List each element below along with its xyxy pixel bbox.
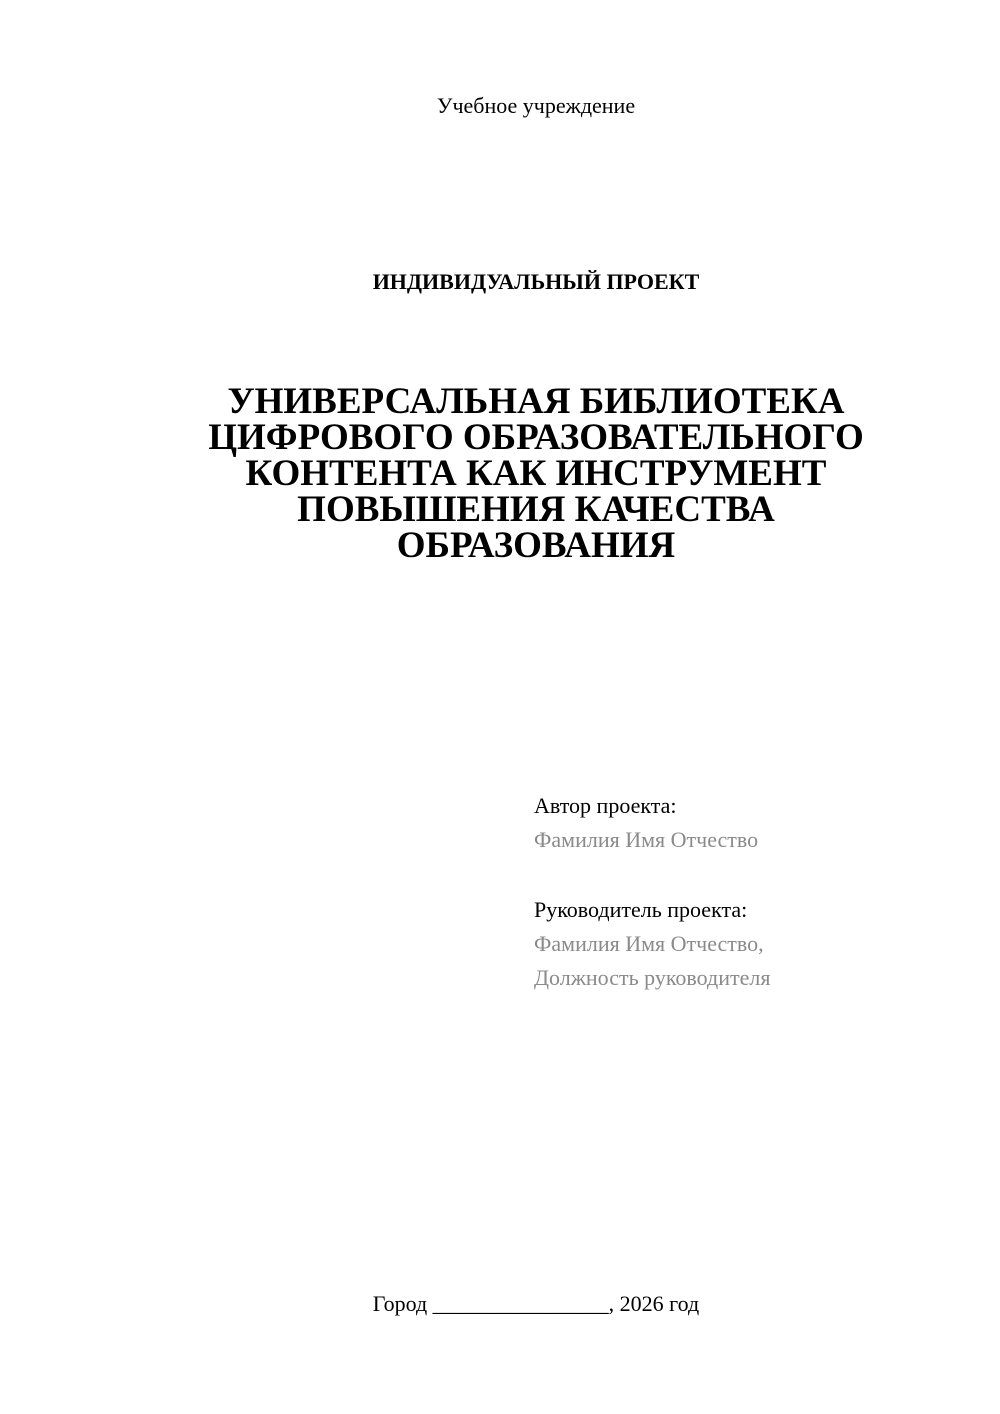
author-name: Фамилия Имя Отчество bbox=[534, 827, 759, 852]
author-label: Автор проекта: bbox=[534, 793, 677, 818]
project-title-line: ПОВЫШЕНИЯ КАЧЕСТВА bbox=[297, 489, 775, 530]
supervisor-position: Должность руководителя bbox=[534, 965, 771, 990]
document-type: ИНДИВИДУАЛЬНЫЙ ПРОЕКТ bbox=[372, 269, 700, 294]
project-title-line: ОБРАЗОВАНИЯ bbox=[396, 525, 676, 566]
project-info-block bbox=[534, 789, 770, 995]
institution-name: Учебное учреждение bbox=[436, 93, 636, 118]
supervisor-label: Руководитель проекта: bbox=[534, 897, 748, 922]
supervisor-name: Фамилия Имя Отчество, bbox=[534, 931, 764, 956]
info-spacer bbox=[534, 857, 770, 893]
project-title-line: УНИВЕРСАЛЬНАЯ БИБЛИОТЕКА bbox=[227, 381, 845, 422]
project-title bbox=[180, 381, 892, 566]
city-year-footer: Город ________________, 2026 год bbox=[372, 1291, 700, 1316]
project-title-line: КОНТЕНТА КАК ИНСТРУМЕНТ bbox=[245, 453, 827, 494]
project-title-line: ЦИФРОВОГО ОБРАЗОВАТЕЛЬНОГО bbox=[208, 417, 864, 458]
